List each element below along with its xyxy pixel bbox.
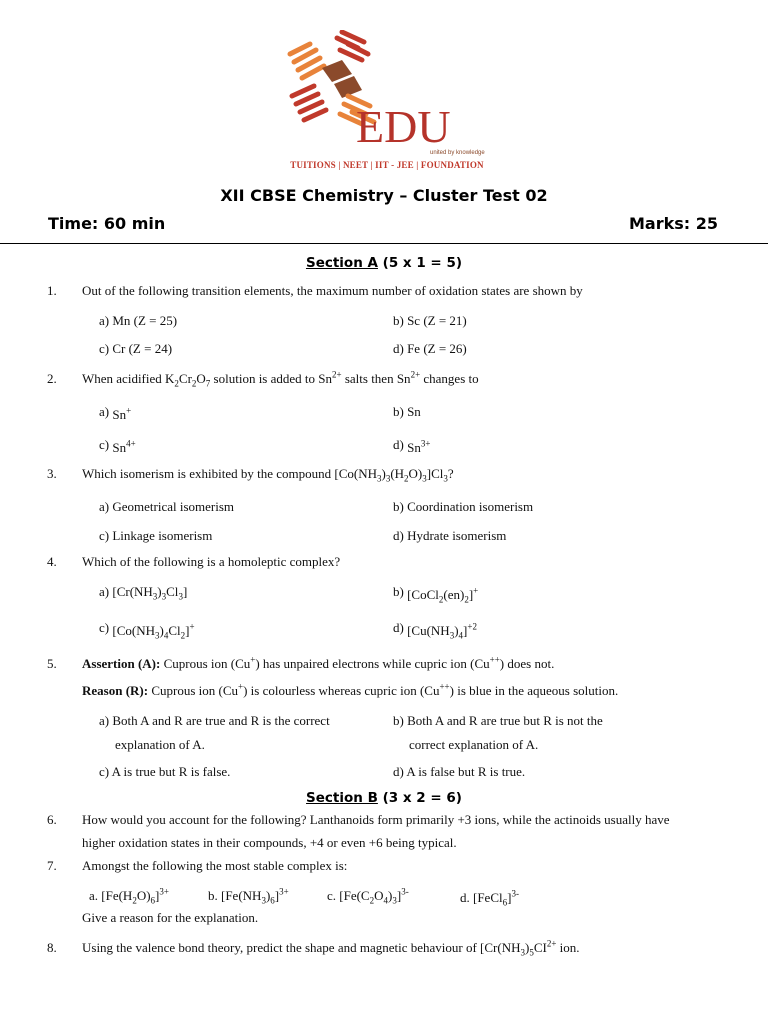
q1-text: Out of the following transition elements, the maximum number of oxidation states are shown by xyxy=(82,283,583,298)
q7-option-b: b. $[Fe(NH_3)_6]^{3+}$ xyxy=(208,886,289,906)
time-label: Time: 60 min xyxy=(48,214,166,233)
q1-number: 1. xyxy=(47,283,57,298)
q1-option-a: a) Mn (Z = 25) xyxy=(99,313,178,328)
q3-option-b: b) Coordination isomerism xyxy=(393,499,534,514)
q2-text: When acidified $K_2Cr_2O_7$ solution is added to $Sn^{2+}$ salts then $Sn^{2+}$ changes to xyxy=(82,369,479,389)
q2-option-c: c) $Sn^{4+}$ xyxy=(99,437,136,455)
paper-title: XII CBSE Chemistry – Cluster Test 02 xyxy=(220,186,548,205)
q2-option-b: b) Sn xyxy=(393,404,421,419)
q8-text: Using the valence bond theory, predict the shape and magnetic behaviour of [$Cr(NH_3)_5CI^{2+}$ ion. xyxy=(82,938,580,958)
q6-text-line1: How would you account for the following? Lanthanoids form primarily +3 ions, while the actinoids usually have xyxy=(82,812,670,827)
q5-option-a-cont: explanation of A. xyxy=(115,737,205,752)
q3-number: 3. xyxy=(47,466,57,481)
q2-option-d: d) $Sn^{3+}$ xyxy=(393,437,431,455)
section-b-name: Section B xyxy=(306,790,378,806)
section-a-heading xyxy=(0,255,768,271)
q3-text: Which isomerism is exhibited by the compound $[Co(NH_3)_3(H_2O)_3]Cl_3$? xyxy=(82,466,454,484)
section-a-name: Section A xyxy=(305,255,378,271)
logo-tagline: TUITIONS | NEET | IIT - JEE | FOUNDATION xyxy=(290,160,484,170)
q5-option-b-cont: correct explanation of A. xyxy=(409,737,539,752)
q6-text-line2: higher oxidation states in their compounds, +4 or even +6 being typical. xyxy=(82,835,457,850)
q5-reason: Reason (R): Cuprous ion (Cu+) is colourless whereas cupric ion (Cu++) is blue in the aqueous solution. xyxy=(82,681,619,698)
q4-number: 4. xyxy=(47,554,57,569)
logo-slogan: united by knowledge xyxy=(430,150,485,156)
q7-number: 7. xyxy=(47,858,57,873)
q7-option-a: a. $[Fe(H_2O)_6]^{3+}$ xyxy=(89,886,169,906)
header-divider xyxy=(0,243,768,244)
q1-option-d: d) Fe (Z = 26) xyxy=(393,341,467,356)
q5-option-c: c) A is true but R is false. xyxy=(99,764,231,779)
q4-text: Which of the following is a homoleptic complex? xyxy=(82,554,341,569)
q7-reason: Give a reason for the explanation. xyxy=(82,910,259,925)
q4-option-b: b) $[CoCl_2(en)_2]^+$ xyxy=(393,584,479,605)
q7-option-c: c. $[Fe(C_2O_4)_3]^{3-}$ xyxy=(327,886,409,906)
q4-option-c: c) $[Co(NH_3)_4Cl_2]^+$ xyxy=(99,620,195,641)
q5-number: 5. xyxy=(47,656,57,671)
section-b-scheme: (3 x 2 = 6) xyxy=(377,790,462,806)
section-a-scheme: (5 x 1 = 5) xyxy=(377,255,463,271)
q5-option-d: d) A is false but R is true. xyxy=(393,764,526,779)
q4-option-d: d) $[Cu(NH_3)_4]^{+2}$ xyxy=(393,620,477,641)
marks-label: Marks: 25 xyxy=(628,214,718,233)
q6-number: 6. xyxy=(47,812,57,827)
q7-text: Amongst the following the most stable complex is: xyxy=(82,858,348,873)
q5-assertion: Assertion (A): Cuprous ion (Cu+) has unpaired electrons while cupric ion (Cu++) does not. xyxy=(82,654,555,671)
section-b-heading xyxy=(0,790,768,806)
q2-number: 2. xyxy=(47,371,57,386)
q1-option-c: c) Cr (Z = 24) xyxy=(99,341,173,356)
q1-option-b: b) Sc (Z = 21) xyxy=(393,313,467,328)
q4-option-a: a) $[Cr(NH_3)_3Cl_3]$ xyxy=(99,584,188,602)
logo-wordmark: EDU xyxy=(356,101,451,152)
q2-option-a: a) Sn+ xyxy=(99,404,132,422)
q5-option-b: b) Both A and R are true but R is not the xyxy=(393,713,603,728)
q3-option-a: a) Geometrical isomerism xyxy=(99,499,235,514)
edu-logo xyxy=(282,30,492,175)
q8-number: 8. xyxy=(47,940,57,955)
q3-option-c: c) Linkage isomerism xyxy=(99,528,213,543)
q3-option-d: d) Hydrate isomerism xyxy=(393,528,507,543)
q5-option-a: a) Both A and R are true and R is the correct xyxy=(99,713,330,728)
q7-option-d: d. [FeCl$_6$]$^{3-}$ xyxy=(460,888,519,908)
